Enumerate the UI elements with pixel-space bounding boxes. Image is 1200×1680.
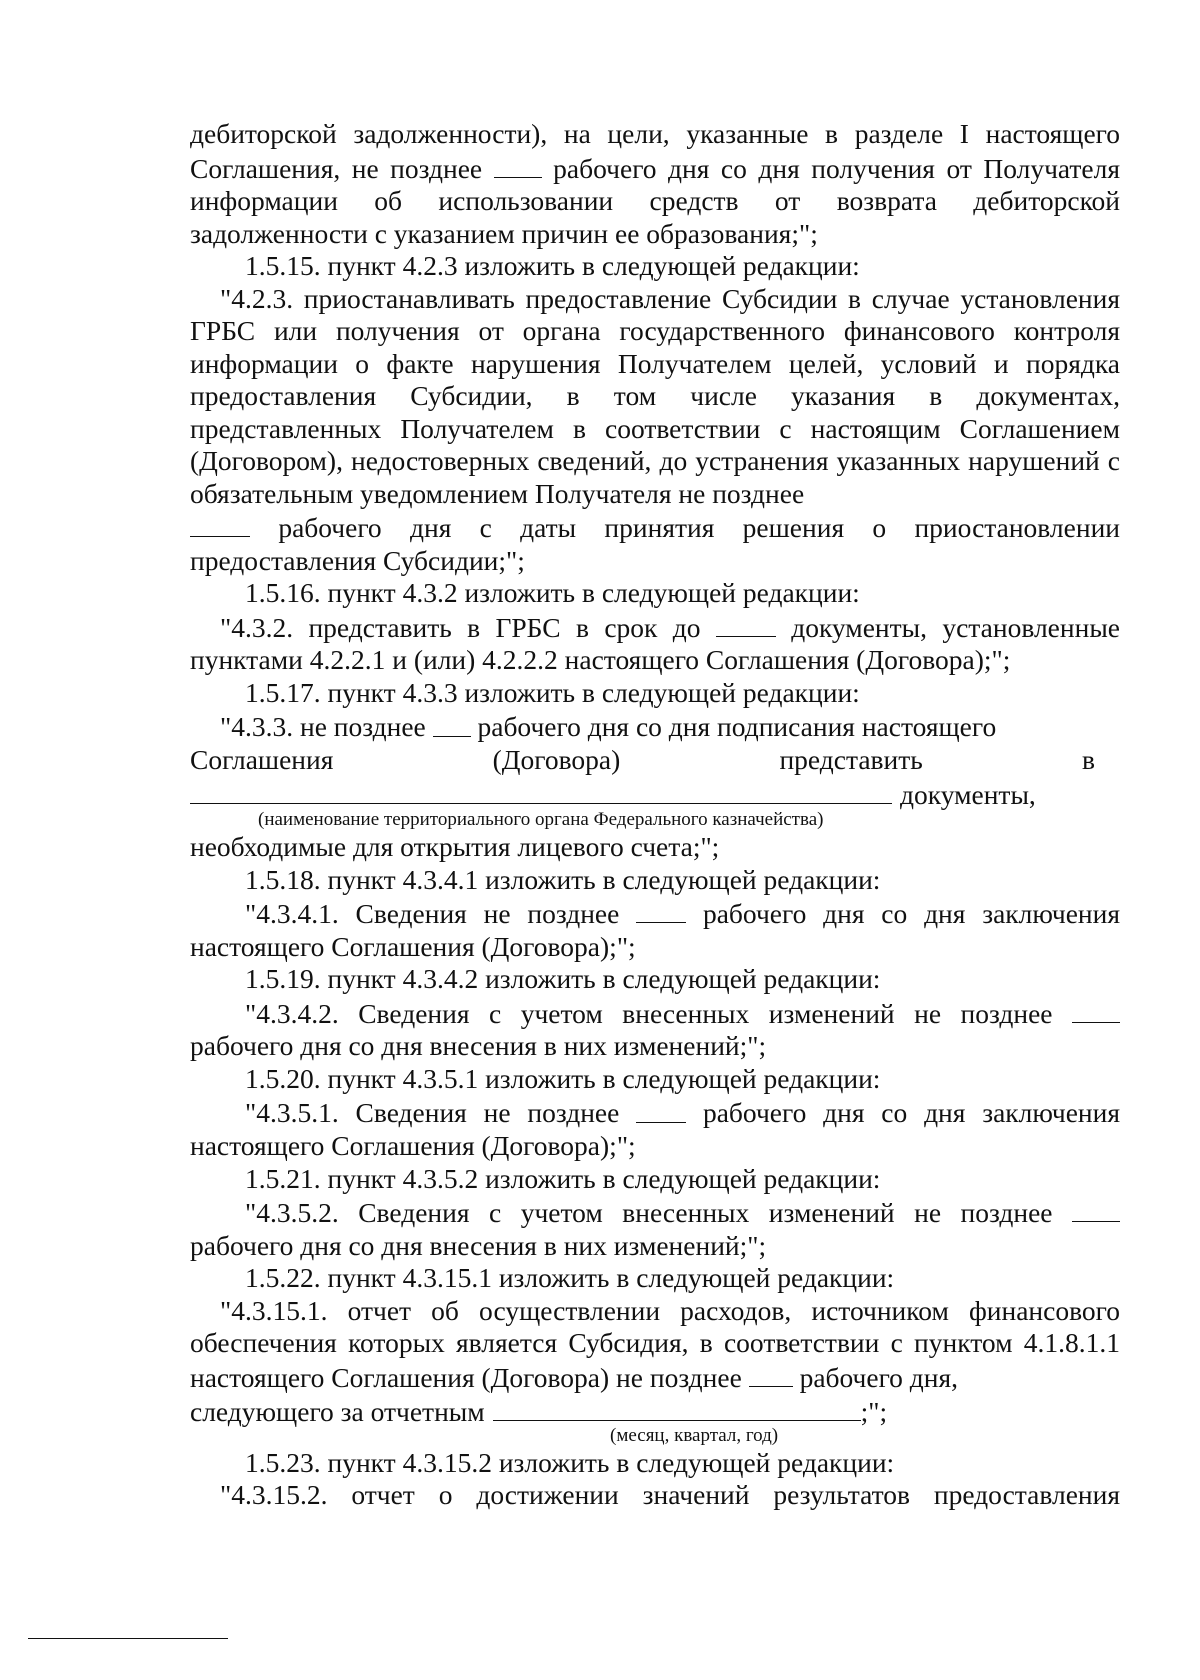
blank-field bbox=[716, 610, 776, 637]
quote-4-2-3-end bbox=[190, 510, 1120, 577]
quote-4-3-3-line2 bbox=[190, 744, 1095, 777]
text-line: "4.3.4.1. Сведения не позднее bbox=[245, 898, 620, 930]
quote-4-2-3 bbox=[190, 283, 1120, 511]
text-line: "4.3.3. не позднее bbox=[220, 711, 426, 743]
footnote-separator bbox=[28, 1638, 228, 1639]
quote-4-3-3-line3 bbox=[190, 777, 1120, 812]
text-line: 1.5.22. пункт 4.3.15.1 изложить в следующей редакции: bbox=[245, 1262, 895, 1294]
text-line: "4.3.15.1. отчет об осуществлении расходов, источником финансового обеспечения которых является Субсидия, в соответствии с пунктом 4.1.8.1.1 настоящего Соглашения (Договора) не позднее bbox=[190, 1294, 1120, 1393]
item-1-5-21 bbox=[190, 1163, 1120, 1196]
text-line: "4.3.4.2. Сведения с учетом внесенных изменений не позднее bbox=[245, 997, 1053, 1029]
text-line: 1.5.20. пункт 4.3.5.1 изложить в следующей редакции: bbox=[245, 1062, 881, 1094]
text-line: следующего за отчетным bbox=[190, 1396, 485, 1428]
quote-4-3-3-end bbox=[190, 831, 1120, 864]
text-line: "4.3.5.1. Сведения не позднее bbox=[245, 1097, 620, 1129]
item-1-5-18 bbox=[190, 864, 1120, 897]
caption-treasury-body bbox=[190, 809, 1120, 831]
text-line: 1.5.15. пункт 4.2.3 изложить в следующей редакции: bbox=[245, 250, 860, 282]
paragraph-continuation bbox=[190, 118, 1120, 151]
text-line: 1.5.19. пункт 4.3.4.2 изложить в следующей редакции: bbox=[245, 963, 881, 995]
text-line: рабочего дня со дня заключения настоящего Соглашения (Договора);"; bbox=[190, 1097, 1121, 1161]
text-line: рабочего дня со дня внесения в них изменений;"; bbox=[190, 1030, 767, 1062]
text-line: рабочего дня со дня получения от Получателя bbox=[553, 152, 1121, 184]
quote-4-3-15-1-end bbox=[190, 1394, 1120, 1429]
item-1-5-17 bbox=[190, 677, 1120, 710]
text-line: "4.3.5.2. Сведения с учетом внесенных изменений не позднее bbox=[245, 1197, 1053, 1229]
text-line: ;"; bbox=[860, 1396, 888, 1428]
text-line: рабочего дня, bbox=[799, 1361, 959, 1393]
item-1-5-19 bbox=[190, 963, 1120, 996]
text-line: рабочего дня со дня заключения настоящего Соглашения (Договора);"; bbox=[190, 898, 1121, 962]
text-line: дебиторской задолженности), на цели, указанные в разделе I настоящего bbox=[190, 118, 1120, 149]
quote-4-3-15-1 bbox=[190, 1295, 1120, 1395]
paragraph-continuation-2 bbox=[190, 151, 1120, 218]
quote-4-3-4-2 bbox=[190, 996, 1120, 1063]
text-line: 1.5.17. пункт 4.3.3 изложить в следующей редакции: bbox=[245, 676, 860, 708]
text-line: представить bbox=[779, 744, 923, 775]
text-line: 1.5.16. пункт 4.3.2 изложить в следующей редакции: bbox=[245, 577, 860, 609]
paragraph-end bbox=[190, 218, 1120, 251]
item-1-5-16 bbox=[190, 577, 1120, 610]
text-line: Соглашения, не позднее bbox=[190, 152, 483, 184]
quote-4-3-3 bbox=[190, 709, 1120, 744]
text-line: Соглашения bbox=[190, 744, 334, 775]
text-line: в bbox=[1081, 744, 1095, 775]
blank-field bbox=[749, 1360, 793, 1387]
blank-field-period bbox=[493, 1394, 861, 1421]
text-line: "4.2.3. приостанавливать предоставление Субсидии в случае установления ГРБС или получения от органа государственного финансового контроля информации о факте нарушения Получателем целей, условий и порядка предоставления Субсидии, в том числе указания в документах, представленных Получателем в соответствии с настоящим Соглашением (Договором), недостоверных сведений, до устранения указанных нарушений с обязательным уведомлением Получателя не позднее bbox=[190, 282, 1120, 509]
text-line: документы, bbox=[900, 778, 1036, 810]
text-line: рабочего дня с даты принятия решения о приостановлении предоставления Субсидии;"; bbox=[190, 512, 1120, 576]
blank-field bbox=[636, 896, 686, 923]
item-1-5-20 bbox=[190, 1063, 1120, 1096]
text-line: информации об использовании средств от возврата дебиторской bbox=[190, 185, 1120, 217]
text-line: рабочего дня со дня внесения в них изменений;"; bbox=[190, 1229, 767, 1261]
quote-4-3-2 bbox=[190, 610, 1120, 677]
blank-field bbox=[1072, 996, 1120, 1023]
caption-text: (наименование территориального органа Федерального казначейства) bbox=[258, 809, 824, 831]
text-line: задолженности с указанием причин ее образования;"; bbox=[190, 217, 818, 249]
blank-field bbox=[636, 1095, 686, 1122]
caption-text: (месяц, квартал, год) bbox=[610, 1424, 779, 1446]
blank-field-long bbox=[190, 777, 892, 804]
quote-4-3-5-1 bbox=[190, 1095, 1120, 1162]
document-body bbox=[190, 118, 1120, 1512]
text-line: необходимые для открытия лицевого счета;"; bbox=[190, 831, 720, 863]
text-line: "4.3.2. представить в ГРБС в срок до bbox=[220, 611, 701, 643]
text-line: 1.5.21. пункт 4.3.5.2 изложить в следующей редакции: bbox=[245, 1162, 881, 1194]
blank-field bbox=[190, 510, 250, 537]
item-1-5-23 bbox=[190, 1447, 1120, 1480]
text-line: 1.5.18. пункт 4.3.4.1 изложить в следующей редакции: bbox=[245, 863, 881, 895]
text-line: рабочего дня со дня подписания настоящего bbox=[477, 711, 997, 743]
quote-4-3-15-2 bbox=[190, 1479, 1120, 1512]
text-line: "4.3.15.2. отчет о достижении значений результатов предоставления bbox=[220, 1479, 1120, 1511]
quote-4-3-4-1 bbox=[190, 896, 1120, 963]
item-1-5-15 bbox=[190, 250, 1120, 283]
text-line: (Договора) bbox=[492, 744, 621, 775]
blank-field bbox=[1072, 1195, 1120, 1222]
blank-field bbox=[433, 709, 471, 736]
item-1-5-22 bbox=[190, 1262, 1120, 1295]
quote-4-3-5-2 bbox=[190, 1195, 1120, 1262]
text-line: документы, установленные пунктами 4.2.2.1 и (или) 4.2.2.2 настоящего Соглашения (Договора);"; bbox=[190, 611, 1121, 676]
text-line: 1.5.23. пункт 4.3.15.2 изложить в следующей редакции: bbox=[245, 1446, 895, 1478]
blank-field bbox=[494, 151, 542, 178]
